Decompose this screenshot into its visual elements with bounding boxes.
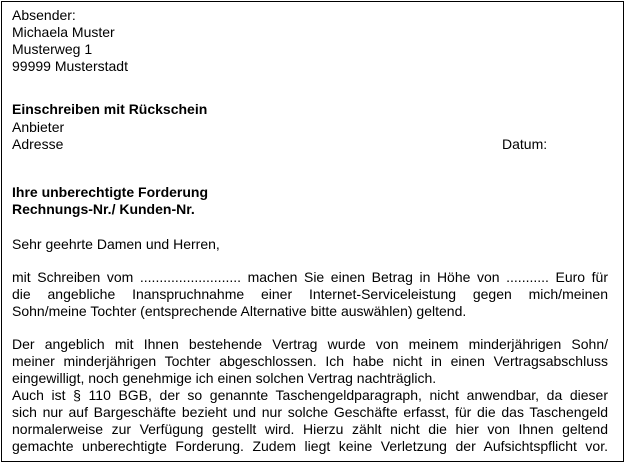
delivery-type: Einschreiben mit Rückschein (12, 101, 208, 117)
subject-line-2: Rechnungs-Nr./ Kunden-Nr. (12, 201, 195, 217)
paragraph-2-line: Auch ist § 110 BGB, der so genannte Taschengeldparagraph, nicht anwendbar, da dieser (12, 387, 608, 403)
sender-name: Michaela Muster (12, 24, 115, 40)
recipient-provider: Anbieter (12, 119, 65, 135)
salutation: Sehr geehrte Damen und Herren, (12, 236, 220, 252)
subject-line-1: Ihre unberechtigte Forderung (12, 184, 209, 200)
date-label: Datum: (502, 136, 548, 152)
paragraph-1-line: mit Schreiben vom .......................... machen Sie einen Betrag in Höhe von ........... Euro für (12, 269, 608, 285)
letter-page (1, 1, 624, 462)
sender-street: Musterweg 1 (12, 41, 93, 57)
sender-city: 99999 Musterstadt (12, 58, 128, 74)
paragraph-2-line: Der angeblich mit Ihnen bestehende Vertrag wurde von meinem minderjährigen Sohn/ (12, 336, 608, 352)
paragraph-2-line: eingewilligt, noch genehmige ich einen solchen Vertrag nachträglich. (12, 370, 437, 386)
paragraph-2-line: normalerweise zur Verfügung gestellt wird. Hierzu zählt nicht die hier von Ihnen geltend (12, 421, 608, 437)
recipient-address: Adresse (12, 136, 64, 152)
paragraph-1-line: die angebliche Inanspruchnahme einer Internet-Serviceleistung gegen mich/meinen (12, 286, 608, 302)
paragraph-1-line: Sohn/meine Tochter (entsprechende Alternative bitte auswählen) geltend. (12, 303, 467, 319)
paragraph-2-line: gemachte unberechtigte Forderung. Zudem liegt keine Verletzung der Aufsichtspflicht vor. (12, 438, 608, 454)
sender-label: Absender: (12, 7, 76, 23)
paragraph-2-line: meiner minderjährigen Tochter abgeschlossen. Ich habe nicht in einen Vertragsabschluss (12, 353, 608, 369)
paragraph-2-line: sich nur auf Bargeschäfte bezieht und nur solche Geschäfte erfasst, für die das Taschengeld (12, 404, 608, 420)
